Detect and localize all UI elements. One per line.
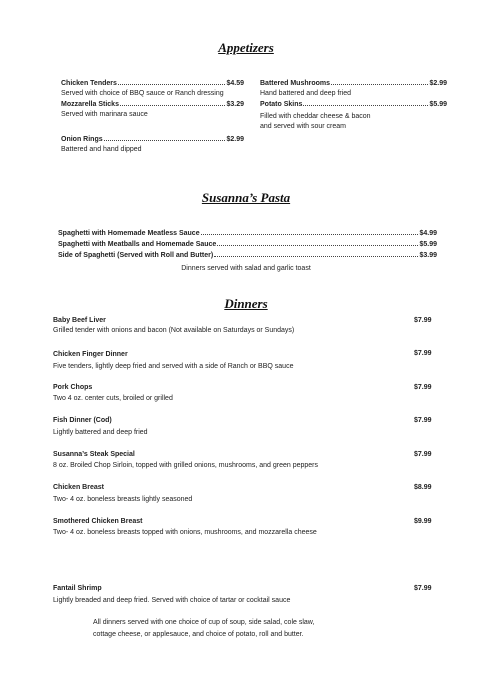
- item-price: $2.99: [226, 136, 244, 143]
- appetizer-item-potato-skins: [260, 100, 447, 109]
- item-price: $5.99: [419, 241, 437, 248]
- item-price: $4.59: [226, 80, 244, 87]
- item-name: Onion Rings: [61, 136, 103, 143]
- dinner-item-name: Fantail Shrimp: [53, 585, 102, 592]
- item-name: Mozzarella Sticks: [61, 101, 119, 108]
- dinner-item-description: Grilled tender with onions and bacon (Not available on Saturdays or Sundays): [53, 327, 295, 334]
- dinner-item-name: Baby Beef Liver: [53, 317, 106, 324]
- item-price: $4.99: [419, 230, 437, 237]
- dinner-item-description: Two- 4 oz. boneless breasts topped with onions, mushrooms, and mozzarella cheese: [53, 529, 317, 536]
- dinner-item-price: $8.99: [414, 484, 432, 491]
- pasta-heading: Susanna’s Pasta: [201, 190, 291, 205]
- item-description: Hand battered and deep fried: [260, 90, 352, 97]
- item-price: $2.99: [429, 80, 447, 87]
- dinner-item-description: Lightly breaded and deep fried. Served with choice of tartar or cocktail sauce: [53, 597, 291, 604]
- item-name: Spaghetti with Homemade Meatless Sauce: [58, 230, 200, 237]
- item-name: Chicken Tenders: [61, 80, 117, 87]
- dinner-item-description: Two 4 oz. center cuts, broiled or grilled: [53, 395, 173, 402]
- item-description: Served with choice of BBQ sauce or Ranch dressing: [61, 90, 224, 97]
- dinner-item-price: $7.99: [414, 417, 432, 424]
- dinners-footer-note: cottage cheese, or applesauce, and choice of potato, roll and butter.: [93, 631, 304, 638]
- item-price: $3.29: [226, 101, 244, 108]
- dinner-item-price: $7.99: [414, 451, 432, 458]
- dinners-heading: Dinners: [224, 296, 268, 311]
- appetizer-item-chicken-tenders: [61, 79, 244, 88]
- item-description: Served with marinara sauce: [61, 111, 148, 118]
- dinner-item-description: 8 oz. Broiled Chop Sirloin, topped with grilled onions, mushrooms, and green peppers: [53, 462, 318, 469]
- appetizer-item-onion-rings: [61, 135, 244, 144]
- dinner-item-name: Chicken Finger Dinner: [53, 351, 128, 358]
- item-name: Potato Skins: [260, 101, 303, 108]
- pasta-item: [58, 240, 437, 249]
- pasta-note: Dinners served with salad and garlic toast: [181, 265, 311, 272]
- item-name: Battered Mushrooms: [260, 80, 331, 87]
- dinner-item-price: $7.99: [414, 317, 432, 324]
- item-price: $5.99: [429, 101, 447, 108]
- dinners-footer-note: All dinners served with one choice of cup of soup, side salad, cole slaw,: [93, 619, 315, 626]
- item-price: $3.99: [419, 252, 437, 259]
- pasta-item: [58, 229, 437, 238]
- pasta-item: [58, 251, 437, 260]
- dinner-item-price: $9.99: [414, 518, 432, 525]
- appetizer-item-battered-mushrooms: [260, 79, 447, 88]
- dinner-item-description: Two- 4 oz. boneless breasts lightly seasoned: [53, 496, 193, 503]
- dinner-item-description: Lightly battered and deep fried: [53, 429, 148, 436]
- dinner-item-name: Susanna’s Steak Special: [53, 451, 135, 458]
- appetizers-heading: Appetizers: [218, 40, 274, 55]
- dinner-item-name: Pork Chops: [53, 384, 93, 391]
- dinner-item-price: $7.99: [414, 384, 432, 391]
- item-description: and served with sour cream: [260, 123, 346, 130]
- dinner-item-name: Fish Dinner (Cod): [53, 417, 112, 424]
- item-name: Side of Spaghetti (Served with Roll and Butter): [58, 252, 214, 259]
- item-description: Filled with cheddar cheese & bacon: [260, 113, 371, 120]
- appetizer-item-mozzarella-sticks: [61, 100, 244, 109]
- dinner-item-price: $7.99: [414, 585, 432, 592]
- dinner-item-price: $7.99: [414, 350, 432, 357]
- dinner-item-name: Chicken Breast: [53, 484, 104, 491]
- dinner-item-description: Five tenders, lightly deep fried and served with a side of Ranch or BBQ sauce: [53, 363, 294, 370]
- dinner-item-name: Smothered Chicken Breast: [53, 518, 143, 525]
- item-name: Spaghetti with Meatballs and Homemade Sauce: [58, 241, 217, 248]
- item-description: Battered and hand dipped: [61, 146, 142, 153]
